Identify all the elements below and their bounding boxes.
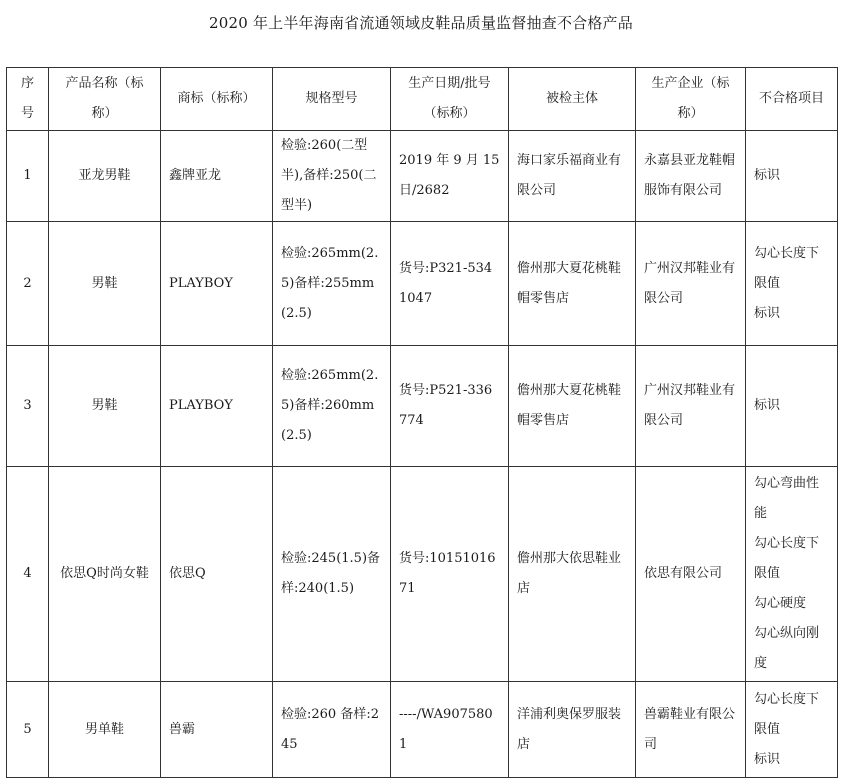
- spec-model: 检验:260 备样:245: [273, 682, 391, 778]
- row-no: 5: [7, 682, 49, 778]
- spec-model: 检验:260(二型半),备样:250(二型半): [273, 131, 391, 222]
- manufacturer: 依思有限公司: [636, 467, 746, 682]
- failed-item: 勾心长度下限值: [754, 691, 820, 737]
- header-manufacturer: 生产企业（标称）: [636, 68, 746, 131]
- failed-item: 勾心弯曲性能: [754, 476, 820, 521]
- spec-model: 检验:265mm(2.5)备样:255mm(2.5): [273, 222, 391, 346]
- inspected-entity: 海口家乐福商业有限公司: [509, 131, 636, 222]
- table-row: [7, 682, 838, 778]
- header-date-batch: 生产日期/批号（标称）: [391, 68, 509, 131]
- header-no: 序号: [7, 68, 49, 131]
- header-brand: 商标（标称）: [161, 68, 273, 131]
- row-no: 1: [7, 131, 49, 222]
- header-spec: 规格型号: [273, 68, 391, 131]
- failed-items: [746, 346, 838, 467]
- product-name: 男鞋: [49, 346, 161, 467]
- header-product: 产品名称（标称）: [49, 68, 161, 131]
- header-failed-items: 不合格项目: [746, 68, 838, 131]
- spec-model: 检验:265mm(2.5)备样:260mm(2.5): [273, 346, 391, 467]
- brand-name: 鑫牌亚龙: [161, 131, 273, 222]
- brand-name: PLAYBOY: [161, 222, 273, 346]
- page-title: 2020 年上半年海南省流通领域皮鞋品质量监督抽查不合格产品: [209, 14, 633, 32]
- product-name: 亚龙男鞋: [49, 131, 161, 222]
- date-batch: 货号:P521-336774: [391, 346, 509, 467]
- failed-item: 标识: [754, 168, 781, 183]
- failed-item: 勾心纵向刚度: [754, 626, 820, 671]
- inspected-entity: 儋州那大夏花桃鞋帽零售店: [509, 346, 636, 467]
- table-row: [7, 222, 838, 346]
- manufacturer: 永嘉县亚龙鞋帽服饰有限公司: [636, 131, 746, 222]
- header-inspected-entity: 被检主体: [509, 68, 636, 131]
- manufacturer: 广州汉邦鞋业有限公司: [636, 346, 746, 467]
- spec-model: 检验:245(1.5)备样:240(1.5): [273, 467, 391, 682]
- failed-item: 标识: [754, 305, 781, 321]
- table-row: [7, 346, 838, 467]
- manufacturer: 广州汉邦鞋业有限公司: [636, 222, 746, 346]
- product-name: 依思Q时尚女鞋: [49, 467, 161, 682]
- failed-items: [746, 682, 838, 778]
- date-batch: 2019 年 9 月 15 日/2682: [391, 131, 509, 222]
- inspected-entity: 儋州那大依思鞋业店: [509, 467, 636, 682]
- failed-item: 标识: [754, 398, 781, 413]
- inspected-entity: 洋浦利奥保罗服装店: [509, 682, 636, 778]
- date-batch: 货号:P321-5341047: [391, 222, 509, 346]
- date-batch: ----/WA9075801: [391, 682, 509, 778]
- nonconforming-products-table: [6, 67, 838, 778]
- date-batch: 货号:1015101671: [391, 467, 509, 682]
- failed-items: [746, 131, 838, 222]
- failed-item: 勾心长度下限值: [754, 245, 820, 291]
- brand-name: 依思Q: [161, 467, 273, 682]
- failed-item: 标识: [754, 751, 781, 767]
- brand-name: PLAYBOY: [161, 346, 273, 467]
- row-no: 4: [7, 467, 49, 682]
- table-header-row: [7, 68, 838, 131]
- row-no: 2: [7, 222, 49, 346]
- table-row: [7, 467, 838, 682]
- failed-items: [746, 467, 838, 682]
- table-row: [7, 131, 838, 222]
- row-no: 3: [7, 346, 49, 467]
- inspected-entity: 儋州那大夏花桃鞋帽零售店: [509, 222, 636, 346]
- failed-item: 勾心硬度: [754, 596, 807, 611]
- product-name: 男鞋: [49, 222, 161, 346]
- failed-item: 勾心长度下限值: [754, 536, 820, 581]
- failed-items: [746, 222, 838, 346]
- brand-name: 兽霸: [161, 682, 273, 778]
- manufacturer: 兽霸鞋业有限公司: [636, 682, 746, 778]
- product-name: 男单鞋: [49, 682, 161, 778]
